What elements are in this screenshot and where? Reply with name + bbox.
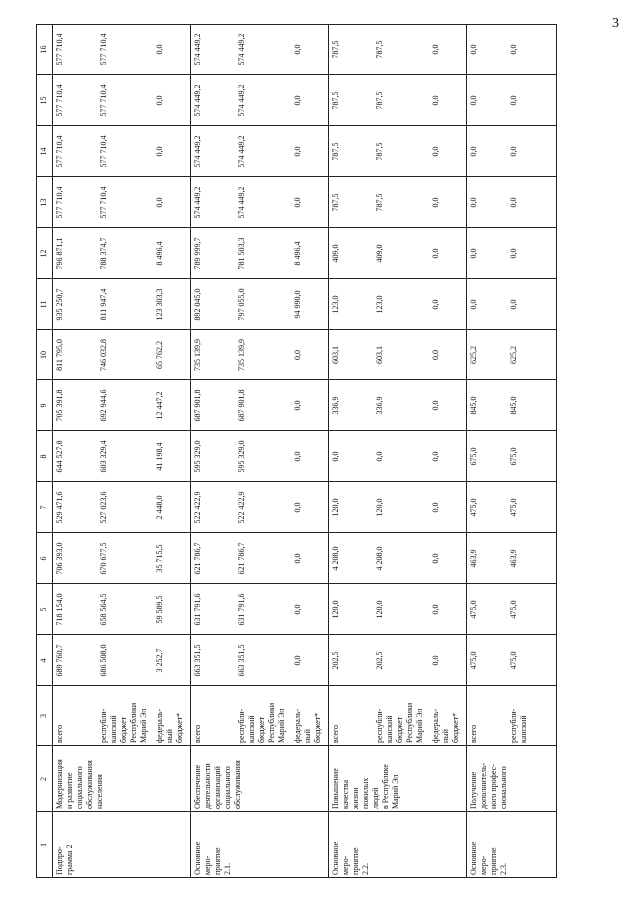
- amount-cell: 120,0: [375, 600, 384, 619]
- amount-cell: 705 391,8: [55, 389, 64, 422]
- amount-cell: 529 471,6: [55, 491, 64, 524]
- amount-cell: 718 154,0: [55, 593, 64, 626]
- amount-cell: 0,0: [431, 400, 440, 411]
- amount-cell: 0,0: [293, 400, 302, 411]
- amount-cell: 123 303,3: [155, 288, 164, 321]
- amount-cell: 0,0: [293, 451, 302, 462]
- funding-source: всего: [193, 724, 202, 743]
- amount-cell: 670 677,5: [99, 542, 108, 575]
- column-number: 14: [39, 147, 48, 156]
- amount-cell: 409,0: [375, 244, 384, 263]
- amount-cell: 0,0: [293, 44, 302, 55]
- amount-cell: 845,0: [509, 396, 518, 415]
- amount-cell: 574 449,2: [193, 84, 202, 117]
- amount-cell: 675,0: [509, 447, 518, 466]
- amount-cell: 663 351,5: [193, 644, 202, 677]
- budget-table: [36, 24, 596, 878]
- amount-cell: 0,0: [155, 44, 164, 55]
- amount-cell: 706 393,0: [55, 542, 64, 575]
- amount-cell: 0,0: [509, 44, 518, 55]
- amount-cell: 577 710,4: [55, 33, 64, 66]
- amount-cell: 123,0: [375, 295, 384, 314]
- amount-cell: 59 589,5: [155, 595, 164, 624]
- funding-source: республи- канский: [509, 708, 528, 743]
- column-number: 12: [39, 249, 48, 258]
- amount-cell: 35 715,5: [155, 544, 164, 573]
- row-description: Обеспечение деятельности организаций социального обслуживания: [193, 760, 242, 809]
- column-number: 1: [39, 843, 48, 847]
- column-number: 2: [39, 777, 48, 781]
- amount-cell: 463,9: [509, 549, 518, 568]
- amount-cell: 577 710,4: [55, 84, 64, 117]
- amount-cell: 0,0: [293, 350, 302, 360]
- table-rule: [466, 24, 467, 878]
- amount-cell: 577 710,4: [99, 33, 108, 66]
- amount-cell: 0,0: [469, 95, 478, 106]
- column-number: 6: [39, 556, 48, 561]
- amount-cell: 0,0: [293, 146, 302, 157]
- table-rule: [36, 745, 556, 746]
- amount-cell: 120,0: [331, 498, 340, 517]
- amount-cell: 621 786,7: [237, 542, 246, 575]
- amount-cell: 845,0: [469, 396, 478, 415]
- amount-cell: 603,1: [375, 346, 384, 364]
- row-category: Подпро- грамма 2: [55, 844, 74, 875]
- amount-cell: 527 023,6: [99, 491, 108, 524]
- amount-cell: 120,0: [375, 498, 384, 517]
- amount-cell: 4 208,0: [331, 546, 340, 571]
- amount-cell: 577 710,4: [55, 135, 64, 168]
- amount-cell: 787,5: [331, 193, 340, 212]
- amount-cell: 8 496,4: [293, 241, 302, 266]
- amount-cell: 0,0: [431, 451, 440, 462]
- amount-cell: 577 710,4: [99, 186, 108, 219]
- table-rule: [556, 24, 557, 878]
- amount-cell: 409,0: [331, 244, 340, 263]
- column-number: 13: [39, 198, 48, 207]
- amount-cell: 0,0: [431, 248, 440, 259]
- amount-cell: 811 795,0: [55, 339, 64, 371]
- amount-cell: 595 329,0: [237, 440, 246, 473]
- amount-cell: 0,0: [431, 553, 440, 564]
- amount-cell: 787,5: [375, 40, 384, 59]
- amount-cell: 0,0: [293, 197, 302, 208]
- funding-source: всего: [469, 724, 478, 743]
- amount-cell: 686 508,0: [99, 644, 108, 677]
- amount-cell: 0,0: [469, 248, 478, 259]
- amount-cell: 787,5: [375, 91, 384, 110]
- column-number: 16: [39, 45, 48, 54]
- amount-cell: 735 139,9: [237, 339, 246, 371]
- amount-cell: 475,0: [509, 498, 518, 517]
- amount-cell: 336,9: [331, 396, 340, 415]
- amount-cell: 0,0: [431, 197, 440, 208]
- amount-cell: 2 448,0: [155, 495, 164, 520]
- row-category: Основное меро- приятие 2.2.: [331, 841, 370, 875]
- row-description: Повышение качества жизни пожилых людей в Республике Марий Эл: [331, 764, 400, 809]
- amount-cell: 892 045,0: [193, 288, 202, 321]
- amount-cell: 0,0: [469, 146, 478, 157]
- funding-source: республи- канский бюджет Республики Марий Эл: [375, 702, 424, 743]
- amount-cell: 336,9: [375, 396, 384, 415]
- amount-cell: 120,0: [331, 600, 340, 619]
- amount-cell: 631 791,6: [237, 593, 246, 626]
- amount-cell: 735 139,9: [193, 339, 202, 371]
- amount-cell: 0,0: [431, 655, 440, 666]
- amount-cell: 202,5: [375, 651, 384, 670]
- funding-source: республи- канский бюджет Республики Марий Эл: [99, 702, 148, 743]
- column-number: 4: [39, 658, 48, 663]
- amount-cell: 603 329,4: [99, 440, 108, 473]
- funding-source: всего: [55, 724, 64, 743]
- amount-cell: 0,0: [431, 44, 440, 55]
- funding-source: федераль- ный бюджет*: [293, 708, 322, 743]
- column-number: 10: [39, 351, 48, 359]
- row-category: Основное меро- приятие 2.1.: [193, 841, 232, 875]
- amount-cell: 625,2: [469, 346, 478, 364]
- amount-cell: 0,0: [509, 95, 518, 106]
- amount-cell: 574 449,2: [237, 135, 246, 168]
- amount-cell: 574 449,2: [237, 33, 246, 66]
- funding-source: всего: [331, 724, 340, 743]
- amount-cell: 621 786,7: [193, 542, 202, 575]
- amount-cell: 811 947,4: [99, 288, 108, 321]
- amount-cell: 577 710,4: [99, 84, 108, 117]
- amount-cell: 475,0: [509, 600, 518, 619]
- amount-cell: 0,0: [375, 451, 384, 462]
- table-rule: [190, 24, 191, 878]
- amount-cell: 781 503,3: [237, 237, 246, 270]
- column-number: 9: [39, 403, 48, 408]
- table-rule: [36, 811, 556, 812]
- amount-cell: 787,5: [375, 142, 384, 161]
- amount-cell: 0,0: [293, 95, 302, 106]
- amount-cell: 797 055,0: [237, 288, 246, 321]
- amount-cell: 0,0: [293, 553, 302, 564]
- amount-cell: 8 496,4: [155, 241, 164, 266]
- column-number: 8: [39, 454, 48, 459]
- amount-cell: 0,0: [509, 248, 518, 259]
- amount-cell: 0,0: [431, 146, 440, 157]
- funding-source: федераль- ный бюджет*: [155, 708, 184, 743]
- page-number: 3: [612, 16, 619, 31]
- amount-cell: 746 032,8: [99, 339, 108, 371]
- amount-cell: 603,1: [331, 346, 340, 364]
- amount-cell: 574 449,2: [193, 186, 202, 219]
- amount-cell: 0,0: [469, 197, 478, 208]
- amount-cell: 687 901,8: [237, 389, 246, 422]
- amount-cell: 41 198,4: [155, 442, 164, 471]
- amount-cell: 595 329,0: [193, 440, 202, 473]
- column-number: 11: [39, 300, 48, 309]
- amount-cell: 0,0: [509, 146, 518, 157]
- row-description: Модернизация и развитие социального обслуживания населения: [55, 759, 104, 809]
- amount-cell: 475,0: [469, 498, 478, 517]
- amount-cell: 463,9: [469, 549, 478, 568]
- amount-cell: 625,2: [509, 346, 518, 364]
- amount-cell: 0,0: [469, 299, 478, 310]
- table-rule: [52, 24, 53, 878]
- amount-cell: 787,5: [375, 193, 384, 212]
- amount-cell: 0,0: [469, 44, 478, 55]
- amount-cell: 475,0: [469, 651, 478, 670]
- amount-cell: 631 791,6: [193, 593, 202, 626]
- amount-cell: 94 990,0: [293, 290, 302, 319]
- amount-cell: 4 208,0: [375, 546, 384, 571]
- amount-cell: 0,0: [155, 197, 164, 208]
- row-description: Получение дополнитель- ного профес- сионального: [469, 762, 508, 809]
- amount-cell: 789 999,7: [193, 237, 202, 270]
- amount-cell: 788 374,7: [99, 237, 108, 270]
- column-number: 3: [39, 714, 48, 718]
- amount-cell: 644 527,8: [55, 440, 64, 473]
- amount-cell: 0,0: [509, 197, 518, 208]
- funding-source: федераль- ный бюджет*: [431, 708, 460, 743]
- amount-cell: 475,0: [509, 651, 518, 670]
- amount-cell: 0,0: [431, 604, 440, 615]
- amount-cell: 574 449,2: [193, 135, 202, 168]
- amount-cell: 689 760,7: [55, 644, 64, 677]
- amount-cell: 687 901,8: [193, 389, 202, 422]
- amount-cell: 574 449,2: [237, 186, 246, 219]
- amount-cell: 0,0: [431, 350, 440, 360]
- amount-cell: 787,5: [331, 91, 340, 110]
- amount-cell: 577 710,4: [55, 186, 64, 219]
- amount-cell: 0,0: [155, 95, 164, 106]
- amount-cell: 522 422,9: [237, 491, 246, 524]
- amount-cell: 574 449,2: [237, 84, 246, 117]
- column-number: 7: [39, 505, 48, 510]
- amount-cell: 935 250,7: [55, 288, 64, 321]
- amount-cell: 692 944,6: [99, 389, 108, 422]
- amount-cell: 787,5: [331, 40, 340, 59]
- column-number: 5: [39, 607, 48, 612]
- column-number: 15: [39, 96, 48, 105]
- amount-cell: 574 449,2: [193, 33, 202, 66]
- amount-cell: 202,5: [331, 651, 340, 670]
- funding-source: республи- канский бюджет Республики Марий Эл: [237, 702, 286, 743]
- amount-cell: 0,0: [331, 451, 340, 462]
- amount-cell: 475,0: [469, 600, 478, 619]
- amount-cell: 12 447,2: [155, 391, 164, 420]
- amount-cell: 663 351,5: [237, 644, 246, 677]
- amount-cell: 65 762,2: [155, 341, 164, 369]
- amount-cell: 787,5: [331, 142, 340, 161]
- amount-cell: 577 710,4: [99, 135, 108, 168]
- amount-cell: 0,0: [431, 502, 440, 513]
- amount-cell: 123,0: [331, 295, 340, 314]
- amount-cell: 0,0: [293, 502, 302, 513]
- amount-cell: 0,0: [431, 95, 440, 106]
- table-rule: [328, 24, 329, 878]
- table-rule: [36, 877, 556, 878]
- amount-cell: 0,0: [293, 604, 302, 615]
- row-category: Основное меро- приятие 2.3.: [469, 841, 508, 875]
- amount-cell: 675,0: [469, 447, 478, 466]
- amount-cell: 3 252,7: [155, 648, 164, 673]
- amount-cell: 796 871,1: [55, 237, 64, 270]
- amount-cell: 0,0: [431, 299, 440, 310]
- amount-cell: 522 422,9: [193, 491, 202, 524]
- amount-cell: 0,0: [155, 146, 164, 157]
- amount-cell: 658 564,5: [99, 593, 108, 626]
- amount-cell: 0,0: [509, 299, 518, 310]
- amount-cell: 0,0: [293, 655, 302, 666]
